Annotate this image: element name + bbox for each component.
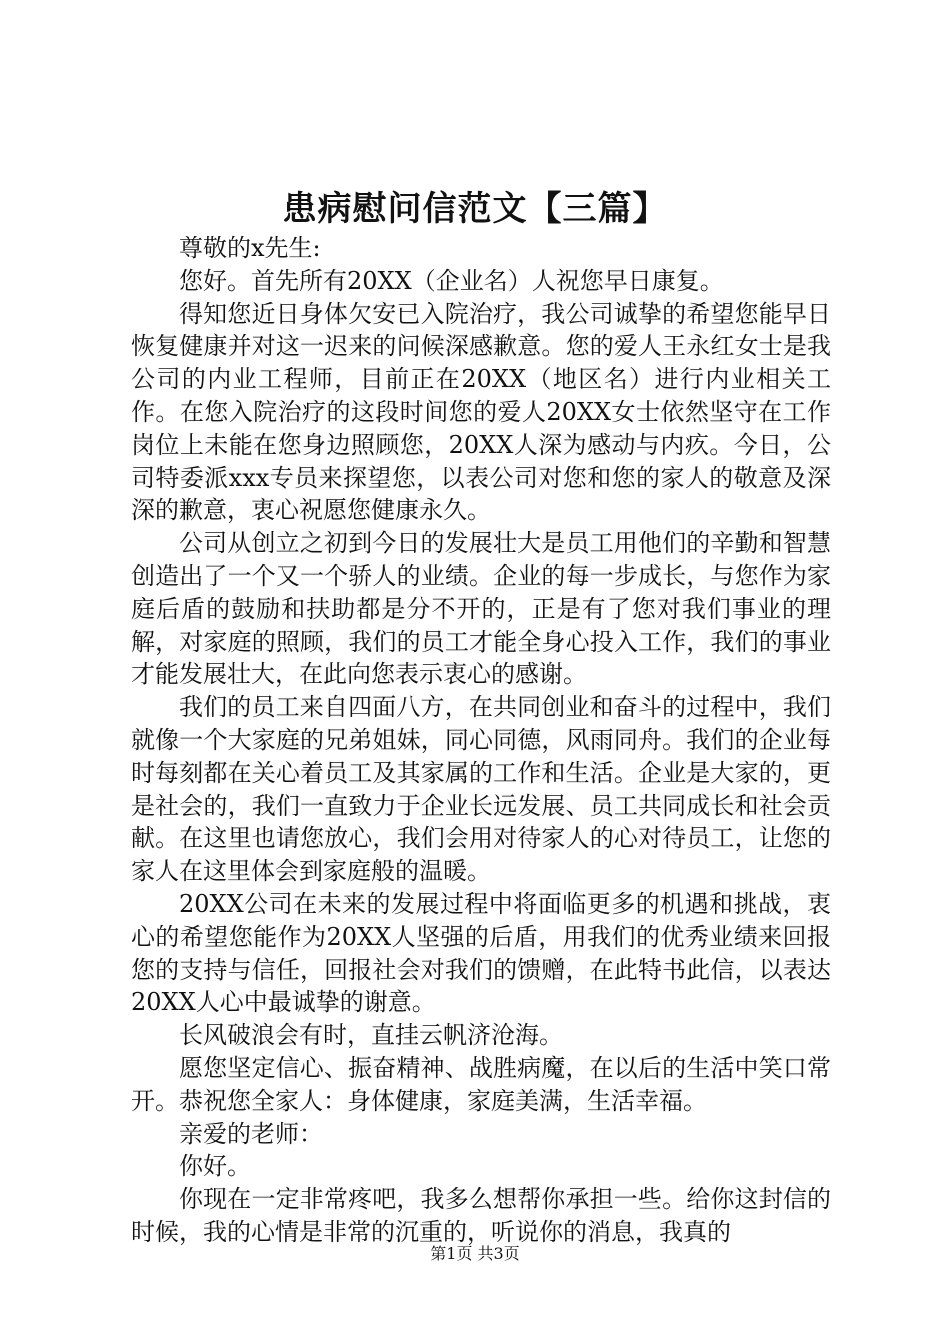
greeting-1: 您好。首先所有20XX（企业名）人祝您早日康复。	[179, 266, 724, 295]
body-paragraph: 我们的员工来自四面八方，在共同创业和奋斗的过程中，我们就像一个大家庭的兄弟姐妹，同心同德，风雨同舟。我们的企业每时每刻都在关心着员工及其家属的工作和生活。企业是大家的，更是社会的，我们一直致力于企业长远发展、员工共同成长和社会贡献。在这里也请您放心，我们会用对待家人的心对待员工，让您的家人在这里体会到家庭般的温暖。	[131, 693, 831, 886]
salutation-2: 亲爱的老师：	[179, 1119, 323, 1148]
body-paragraph: 长风破浪会有时，直挂云帆济沧海。	[179, 1021, 563, 1050]
body-paragraph: 20XX公司在未来的发展过程中将面临更多的机遇和挑战，衷心的希望您能作为20XX人坚强的后盾，用我们的优秀业绩来回报您的支持与信任，回报社会对我们的馈赠，在此特书此信，以表达20XX人心中最诚挚的谢意。	[131, 889, 831, 1017]
body-paragraph: 得知您近日身体欠安已入院治疗，我公司诚挚的希望您能早日恢复健康并对这一迟来的问候深感歉意。您的爱人王永红女士是我公司的内业工程师，目前正在20XX（地区名）进行内业相关工作。在您入院治疗的这段时间您的爱人20XX女士依然坚守在工作岗位上未能在您身边照顾您，20XX人深为感动与内疚。今日，公司特委派xxx专员来探望您，以表公司对您和您的家人的敬意及深深的歉意，衷心祝愿您健康永久。	[131, 299, 831, 525]
document-title: 患病慰问信范文【三篇】	[282, 189, 668, 229]
body-paragraph: 公司从创立之初到今日的发展壮大是员工用他们的辛勤和智慧创造出了一个又一个骄人的业绩。企业的每一步成长，与您作为家庭后盾的鼓励和扶助都是分不开的，正是有了您对我们事业的理解，对家庭的照顾，我们的员工才能全身心投入工作，我们的事业才能发展壮大，在此向您表示衷心的感谢。	[131, 529, 831, 689]
letter-body	[131, 232, 831, 1249]
body-paragraph: 你现在一定非常疼吧，我多么想帮你承担一些。给你这封信的时候，我的心情是非常的沉重的，听说你的消息，我真的	[131, 1185, 831, 1246]
salutation-1: 尊敬的x先生:	[179, 234, 321, 262]
page-number: 第1页 共3页	[430, 1244, 520, 1263]
body-paragraph: 愿您坚定信心、振奋精神、战胜病魔，在以后的生活中笑口常开。恭祝您全家人：身体健康，家庭美满，生活幸福。	[131, 1053, 831, 1115]
greeting-2: 你好。	[179, 1152, 251, 1181]
